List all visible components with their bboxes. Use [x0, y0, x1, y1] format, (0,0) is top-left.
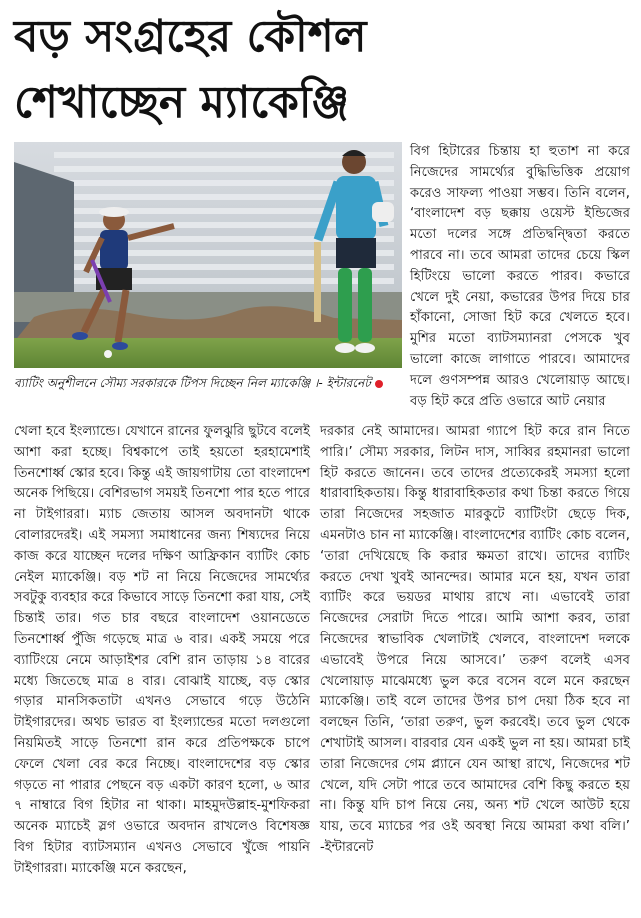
- article-column-right-top: [410, 142, 630, 412]
- headline-line-1: বড় সংগ্রহের কৌশল: [14, 11, 367, 62]
- article-paragraph: দরকার নেই আমাদের। আমরা গ্যাপে হিট করে রান নিতে পারি।’ সৌম্য সরকার, লিটন দাস, সাব্বির রহমানরা ভালো হিট করতে জানেন। তবে তাদের প্রত্যেকেরই সমস্যা হলো ধারাবাহিকতায়। কিন্তু ধারাবাহিকতার কথা চিন্তা করতে গিয়ে তারা নিজেদের সহজাত মারকুটে ব্যাটিংটা ছেড়ে দিক, এমনটাও চান না ম্যাকেঞ্জি। বাংলাদেশের ব্যাটিং কোচ বলেন, ‘তারা দেখিয়েছে কি করার ক্ষমতা রাখে। তাদের ব্যাটিং করতে দেখা খুবই আনন্দের। আমার মনে হয়, যখন তারা ব্যাটিং করে ভয়ডর মাথায় রাখে না। এভাবেই তারা নিজেদের সেরাটা দিতে পারে। আমি আশা করব, তারা নিজেদের স্বাভাবিক খেলাটাই খেলবে, বাংলাদেশ দলকে এভাবেই উপরে নিয়ে আসবে।’ তরুণ বলেই এসব খেলোয়াড় মাঝেমধ্যে ভুল করে বসেন বলে মনে করছেন ম্যাকেঞ্জি। তাই বলে তাদের উপর চাপ দেয়া ঠিক হবে না বলছেন তিনি, ‘তারা তরুণ, ভুল করবেই। তবে ভুল থেকে শেখাটাই আসল। বারবার যেন একই ভুল না হয়। আমরা চাই তারা নিজেদের গেম প্ল্যানে যেন আস্থা রাখে, নিজেদের শট খেলে, যদি সেটা পারে তবে আমাদের বেশি কিছু করতে হয় না। কিন্তু যদি চাপ নিয়ে নেয়, অন্য শট খেলে আউট হয়ে যায়, তবে ম্যাচের পর ওই অবস্থা নিয়ে আমরা কথা বলি।’ -ইন্টারনেট: [320, 424, 630, 855]
- article-column-left: [14, 422, 310, 880]
- article-paragraph: বিগ হিটারের চিন্তায় হা হুতাশ না করে নিজেদের সামর্থ্যের বুদ্ধিভিত্তিক প্রয়োগ করেও সাফল্য পাওয়া সম্ভব। তিনি বলেন, ‘বাংলাদেশ বড় ছক্কায় ওয়েস্ট ইন্ডিজের মতো দলের সঙ্গে প্রতিদ্বন্দ্বিতা করতে পারবে না। তবে আমরা তাদের চেয়ে স্কিল হিটিংয়ে ভালো করতে পারব। কভারে খেলে দুই নেয়া, কভারের উপর দিয়ে চার হাঁকানো, সোজা হিট করে খেলতে হবে। মুশির মতো ব্যাটসম্যানরা পেসকে খুব ভালো কাজে লাগাতে পারবে। আমাদের দলে গুণসম্পন্ন আরও খেলোয়াড় আছে। বড় হিট করে প্রতি ওভারে আট নেয়ার: [410, 144, 630, 409]
- headline: [14, 4, 634, 136]
- news-photo: [14, 142, 402, 368]
- article-column-right: [320, 422, 630, 859]
- red-dot-icon: [375, 380, 383, 388]
- article-paragraph: খেলা হবে ইংল্যান্ডে। যেখানে রানের ফুলঝুরি ছুটবে বলেই আশা করা হচ্ছে। বিশ্বকাপে তাই হয়তো হরহামেশাই তিনশোর্ধ্ব স্কোর হবে। কিন্তু এই জায়গাটায় তো বাংলাদেশ অনেক পিছিয়ে। বেশিরভাগ সময়ই তিনশো পার হতে পারে না টাইগাররা। ম্যাচ জেতায় আসল অবদানটা থাকে বোলারদেরই। এই সমস্যা সমাধানের জন্য শিষ্যদের নিয়ে কাজ করে যাচ্ছেন দলের দক্ষিণ আফ্রিকান ব্যাটিং কোচ নেইল ম্যাকেঞ্জি। বড় শট না নিয়ে নিজেদের সামর্থ্যের সবটুকু ব্যবহার করে কিভাবে সাড়ে তিনশো করা যায়, সেই চিন্তাই তার। গত চার বছরে বাংলাদেশ ওয়ানডেতে তিনশোর্ধ্ব পুঁজি গড়েছে মাত্র ৬ বার। একই সময়ে পরে ব্যাটিংয়ে নেমে আড়াইশর বেশি রান তাড়ায় ১৪ বারের মধ্যে জিতেছে মাত্র ৪ বার। বোঝাই যাচ্ছে, বড় স্কোর গড়ার মানসিকতাটা এখনও সেভাবে গড়ে উঠেনি টাইগারদের। অথচ ভারত বা ইংল্যান্ডের মতো দলগুলো নিয়মিতই সাড়ে তিনশো রান করে প্রতিপক্ষকে চাপে ফেলে খেলা বের করে নিচ্ছে। বাংলাদেশের বড় স্কোর গড়তে না পারার পেছনে বড় একটা কারণ হলো, ৬ আর ৭ নাম্বারে বিগ হিটার না থাকা। মাহমুদউল্লাহ-মুশফিকরা অনেক ম্যাচেই স্লগ ওভারে অবদান রাখলেও বিশেষজ্ঞ বিগ হিটার ব্যাটসম্যান এখনও সেভাবে খুঁজে পায়নি টাইগাররা। ম্যাকেঞ্জি মনে করছেন,: [14, 424, 310, 876]
- photo-caption: [14, 374, 402, 393]
- practice-photo-illustration: [14, 142, 402, 368]
- headline-line-2: শেখাচ্ছেন ম্যাকেঞ্জি: [14, 77, 350, 128]
- photo-caption-text: ব্যাটিং অনুশীলনে সৌম্য সরকারকে টিপস দিচ্ছেন নিল ম্যাকেঞ্জি ।- ইন্টারনেট: [14, 376, 371, 390]
